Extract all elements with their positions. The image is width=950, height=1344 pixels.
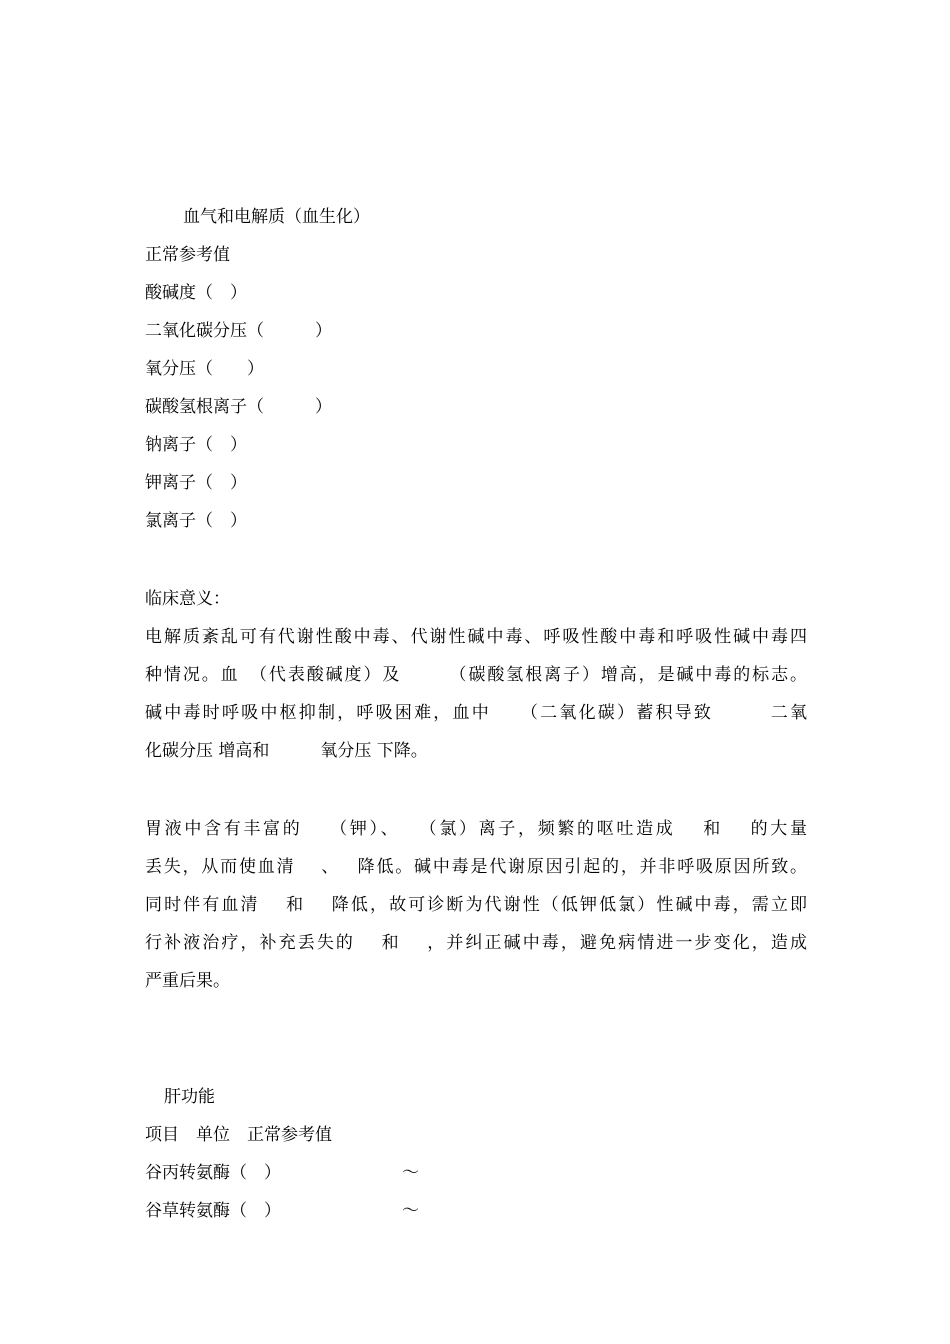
table-row-range: ～ xyxy=(402,1163,419,1183)
list-item: 氯离子（ ） xyxy=(145,511,247,531)
paragraph-line: 胃液中含有丰富的 （钾）、 （氯）离子，频繁的呕吐造成 和 的大量 xyxy=(145,819,807,839)
paragraph-line: 丢失，从而使血清 、 降低。碱中毒是代谢原因引起的，并非呼吸原因所致。 xyxy=(145,857,807,877)
table-header: 项目 单位 正常参考值 xyxy=(145,1125,332,1145)
list-item: 钠离子（ ） xyxy=(145,435,247,455)
clinical-heading: 临床意义： xyxy=(145,589,230,609)
section-title-blood-gas: 血气和电解质（血生化） xyxy=(183,207,370,227)
list-item: 钾离子（ ） xyxy=(145,473,247,493)
paragraph-line: 种情况。血 （代表酸碱度）及 （碳酸氢根离子）增高，是碱中毒的标志。 xyxy=(145,665,807,685)
table-row-range: ～ xyxy=(402,1201,419,1221)
paragraph-line: 化碳分压 增高和 氧分压 下降。 xyxy=(145,741,428,761)
table-row-name: 谷丙转氨酶（ ） xyxy=(145,1163,281,1183)
paragraph-line: 同时伴有血清 和 降低，故可诊断为代谢性（低钾低氯）性碱中毒，需立即 xyxy=(145,895,807,915)
list-item: 碳酸氢根离子（ ） xyxy=(145,397,332,417)
list-item: 二氧化碳分压（ ） xyxy=(145,321,332,341)
section-title-liver: 肝功能 xyxy=(164,1087,215,1107)
list-item: 酸碱度（ ） xyxy=(145,283,247,303)
list-item: 氧分压（ ） xyxy=(145,359,264,379)
paragraph-line: 碱中毒时呼吸中枢抑制，呼吸困难，血中 （二氧化碳）蓄积导致 二氧 xyxy=(145,703,807,723)
paragraph-line: 严重后果。 xyxy=(145,971,230,991)
table-row-name: 谷草转氨酶（ ） xyxy=(145,1201,281,1221)
paragraph-line: 电解质紊乱可有代谢性酸中毒、代谢性碱中毒、呼吸性酸中毒和呼吸性碱中毒四 xyxy=(145,627,807,647)
section-subtitle-reference: 正常参考值 xyxy=(145,245,230,265)
paragraph-line: 行补液治疗，补充丢失的 和 ，并纠正碱中毒，避免病情进一步变化，造成 xyxy=(145,933,807,953)
